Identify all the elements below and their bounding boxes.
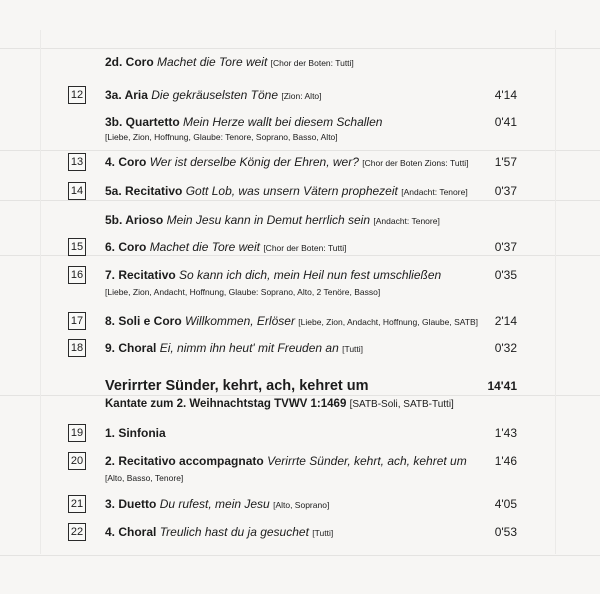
movement-label: 3. Duetto: [105, 497, 157, 511]
track-duration: 0'35: [494, 268, 517, 282]
track-title: [105, 313, 478, 330]
track-duration: 2'14: [494, 314, 517, 328]
voices-note: [Alto, Soprano]: [273, 500, 330, 510]
movement-label: 9. Choral: [105, 341, 157, 355]
track-title: [105, 453, 467, 469]
movement-text: Machet die Tore weit: [157, 55, 268, 69]
voices-note: [Liebe, Zion, Andacht, Hoffnung, Glaube: Soprano, Alto, 2 Tenöre, Basso]: [105, 287, 381, 297]
track-title: [105, 425, 166, 441]
cantata-total-duration: 14'41: [487, 379, 517, 393]
track-duration: 0'32: [494, 341, 517, 355]
track-number: 13: [68, 153, 86, 171]
movement-label: 3b. Quartetto: [105, 115, 180, 129]
track-duration: 1'57: [494, 155, 517, 169]
track-number: 17: [68, 312, 86, 330]
movement-label: 5b. Arioso: [105, 213, 164, 227]
voices-note: [Andacht: Tenore]: [373, 216, 440, 226]
track-duration: 4'14: [494, 88, 517, 102]
voices-note: [Zion: Alto]: [281, 91, 322, 101]
movement-label: 6. Coro: [105, 240, 147, 254]
voices-note: [Andacht: Tenore]: [401, 187, 468, 197]
movement-text: Gott Lob, was unsern Vätern prophezeit: [185, 184, 398, 198]
movement-label: 2. Recitativo accompagnato: [105, 454, 264, 468]
voices-note: [Alto, Basso, Tenore]: [105, 473, 184, 483]
cantata-voices-note: [SATB-Soli, SATB-Tutti]: [349, 399, 454, 410]
track-duration: 0'41: [494, 115, 517, 129]
movement-text: Treulich hast du ja gesuchet: [159, 525, 309, 539]
movement-label: 3a. Aria: [105, 88, 148, 102]
cantata-subtitle: [105, 397, 454, 412]
track-title: [105, 524, 333, 541]
movement-text: Die gekräuselsten Töne: [151, 88, 279, 102]
movement-label: 4. Choral: [105, 525, 157, 539]
track-number: 22: [68, 523, 86, 541]
voices-note: [Liebe, Zion, Andacht, Hoffnung, Glaube, SATB]: [298, 317, 479, 327]
movement-text: Willkommen, Erlöser: [185, 314, 295, 328]
voices-note: [Tutti]: [312, 528, 334, 538]
voices-note: [Liebe, Zion, Hoffnung, Glaube: Tenore, Soprano, Basso, Alto]: [105, 132, 338, 142]
voices-note: [Chor der Boten: Tutti]: [263, 243, 347, 253]
track-title: [105, 267, 441, 283]
movement-text: Wer ist derselbe König der Ehren, wer?: [149, 155, 359, 169]
movement-label: 8. Soli e Coro: [105, 314, 182, 328]
voices-note: [Chor der Boten: Tutti]: [270, 58, 354, 68]
track-number: 15: [68, 238, 86, 256]
voices-note: [Chor der Boten Zions: Tutti]: [362, 158, 469, 168]
movement-text: So kann ich dich, mein Heil nun fest umschließen: [179, 268, 442, 282]
track-title: [105, 154, 469, 171]
movement-text: Machet die Tore weit: [149, 240, 260, 254]
track-duration: 0'37: [494, 184, 517, 198]
track-title: [105, 340, 363, 357]
track-number: 20: [68, 452, 86, 470]
track-number: 12: [68, 86, 86, 104]
track-title: [105, 239, 346, 256]
track-title: [105, 114, 382, 130]
movement-label: 7. Recitativo: [105, 268, 176, 282]
track-number: 14: [68, 182, 86, 200]
track-duration: 4'05: [494, 497, 517, 511]
movement-text: Verirrte Sünder, kehrt, ach, kehret um: [267, 454, 467, 468]
cantata-subtitle-text: Kantate zum 2. Weihnachtstag TVWV 1:1469: [105, 398, 347, 410]
track-title: [105, 212, 440, 229]
movement-label: 5a. Recitativo: [105, 184, 183, 198]
track-title: [105, 183, 468, 200]
track-title: [105, 496, 329, 513]
movement-text: Mein Jesu kann in Demut herrlich sein: [166, 213, 371, 227]
movement-label: 2d. Coro: [105, 55, 154, 69]
track-title: [105, 87, 322, 104]
track-duration: 0'53: [494, 525, 517, 539]
track-number: 18: [68, 339, 86, 357]
voices-note: [Tutti]: [342, 344, 364, 354]
track-number: 16: [68, 266, 86, 284]
movement-label: 1. Sinfonia: [105, 426, 166, 440]
movement-label: 4. Coro: [105, 155, 147, 169]
movement-text: Mein Herze wallt bei diesem Schallen: [183, 115, 383, 129]
track-title: [105, 54, 354, 71]
track-number: 21: [68, 495, 86, 513]
movement-text: Ei, nimm ihn heut' mit Freuden an: [159, 341, 339, 355]
track-duration: 1'43: [494, 426, 517, 440]
cantata-title: Verirrter Sünder, kehrt, ach, kehret um: [105, 378, 369, 394]
track-duration: 0'37: [494, 240, 517, 254]
track-number: 19: [68, 424, 86, 442]
track-duration: 1'46: [494, 454, 517, 468]
movement-text: Du rufest, mein Jesu: [159, 497, 270, 511]
